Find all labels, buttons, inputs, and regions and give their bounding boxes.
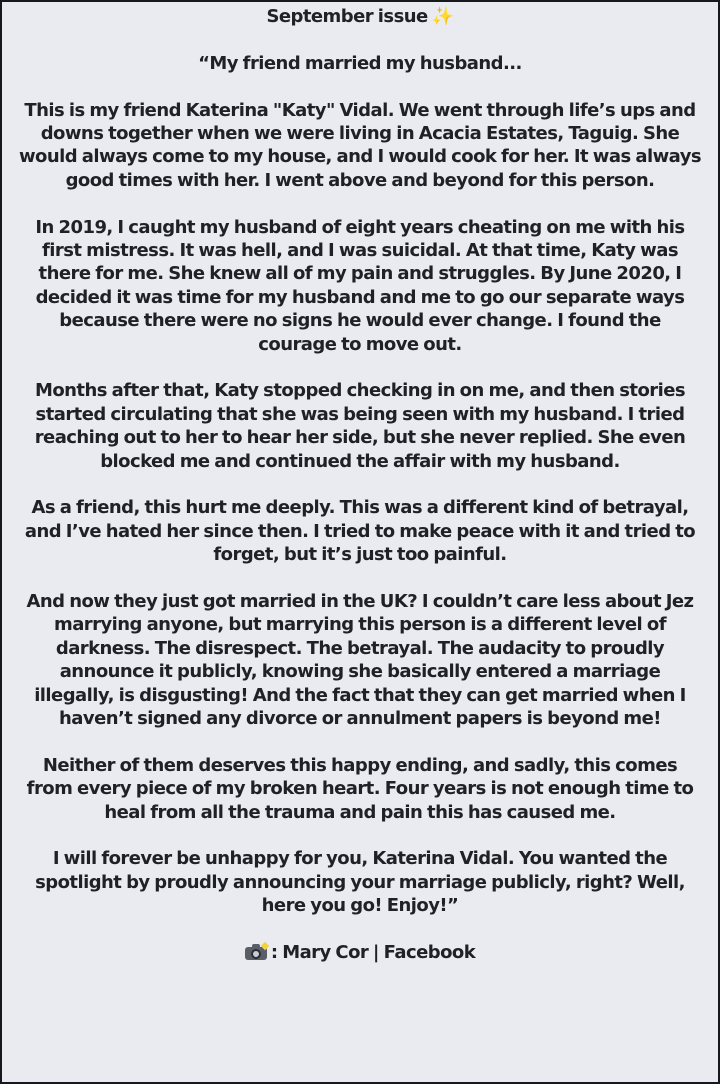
post-paragraph: In 2019, I caught my husband of eight years cheating on me with his first mistress. It was hell, and I was suicidal. At that time, Katy was there for me. She knew all of my pain and struggles. By June 2020, I decided it was time for my husband and me to go our separate ways because there were no signs he would ever change. I found the courage to move out. — [35, 216, 685, 355]
credit-text: : Mary Cor | Facebook — [270, 942, 476, 964]
paragraph-gap — [18, 918, 702, 941]
post-paragraph: This is my friend Katerina "Katy" Vidal. We went through life’s ups and downs together when we were living in Acacia Estates, Taguig. She would always come to my house, and I would cook for her. It was always good times with her. I went above and beyond for this person. — [18, 99, 702, 191]
camera-with-flash-icon — [245, 943, 269, 960]
header — [18, 5, 702, 28]
post-paragraph: Months after that, Katy stopped checking in on me, and then stories started circulating that she was being seen with my husband. I tried reaching out to her to hear her side, but she never replied. She even blocked me and continued the affair with my husband. — [34, 380, 686, 472]
photo-credit — [18, 941, 702, 964]
paragraph-gap — [18, 356, 702, 379]
paragraph-gap — [18, 824, 702, 847]
sparkles-icon: ✨ — [431, 6, 454, 27]
post-closing: I will forever be unhappy for you, Katerina Vidal. You wanted the spotlight by proudly announcing your marriage publicly, right? Well, here you go! Enjoy!” — [35, 848, 685, 917]
post-body — [18, 2, 702, 965]
paragraph-gap — [18, 473, 702, 496]
paragraph-gap — [18, 192, 702, 215]
paragraph-gap — [18, 75, 702, 98]
post-paragraph: And now they just got married in the UK? I couldn’t care less about Jez marrying anyone, but marrying this person is a different level of darkness. The disrespect. The betrayal. The audacity to proudly announce it publicly, knowing she basically entered a marriage illegally, is disgusting! And the fact that they can get married when I haven’t signed any divorce or annulment papers is beyond me! — [26, 591, 694, 730]
post-paragraph: As a friend, this hurt me deeply. This was a different kind of betrayal, and I’ve hated her since then. I tried to make peace with it and tried to forget, but it’s just too painful. — [24, 497, 696, 566]
post-headline: “My friend married my husband... — [198, 52, 522, 74]
post-paragraph: Neither of them deserves this happy ending, and sadly, this comes from every piece of my broken heart. Four years is not enough time to heal from all the trauma and pain this has caused me. — [26, 754, 694, 823]
paragraph-gap — [18, 28, 702, 51]
paragraph-gap — [18, 567, 702, 590]
page-title: September issue — [266, 6, 428, 27]
paragraph-gap — [18, 730, 702, 753]
